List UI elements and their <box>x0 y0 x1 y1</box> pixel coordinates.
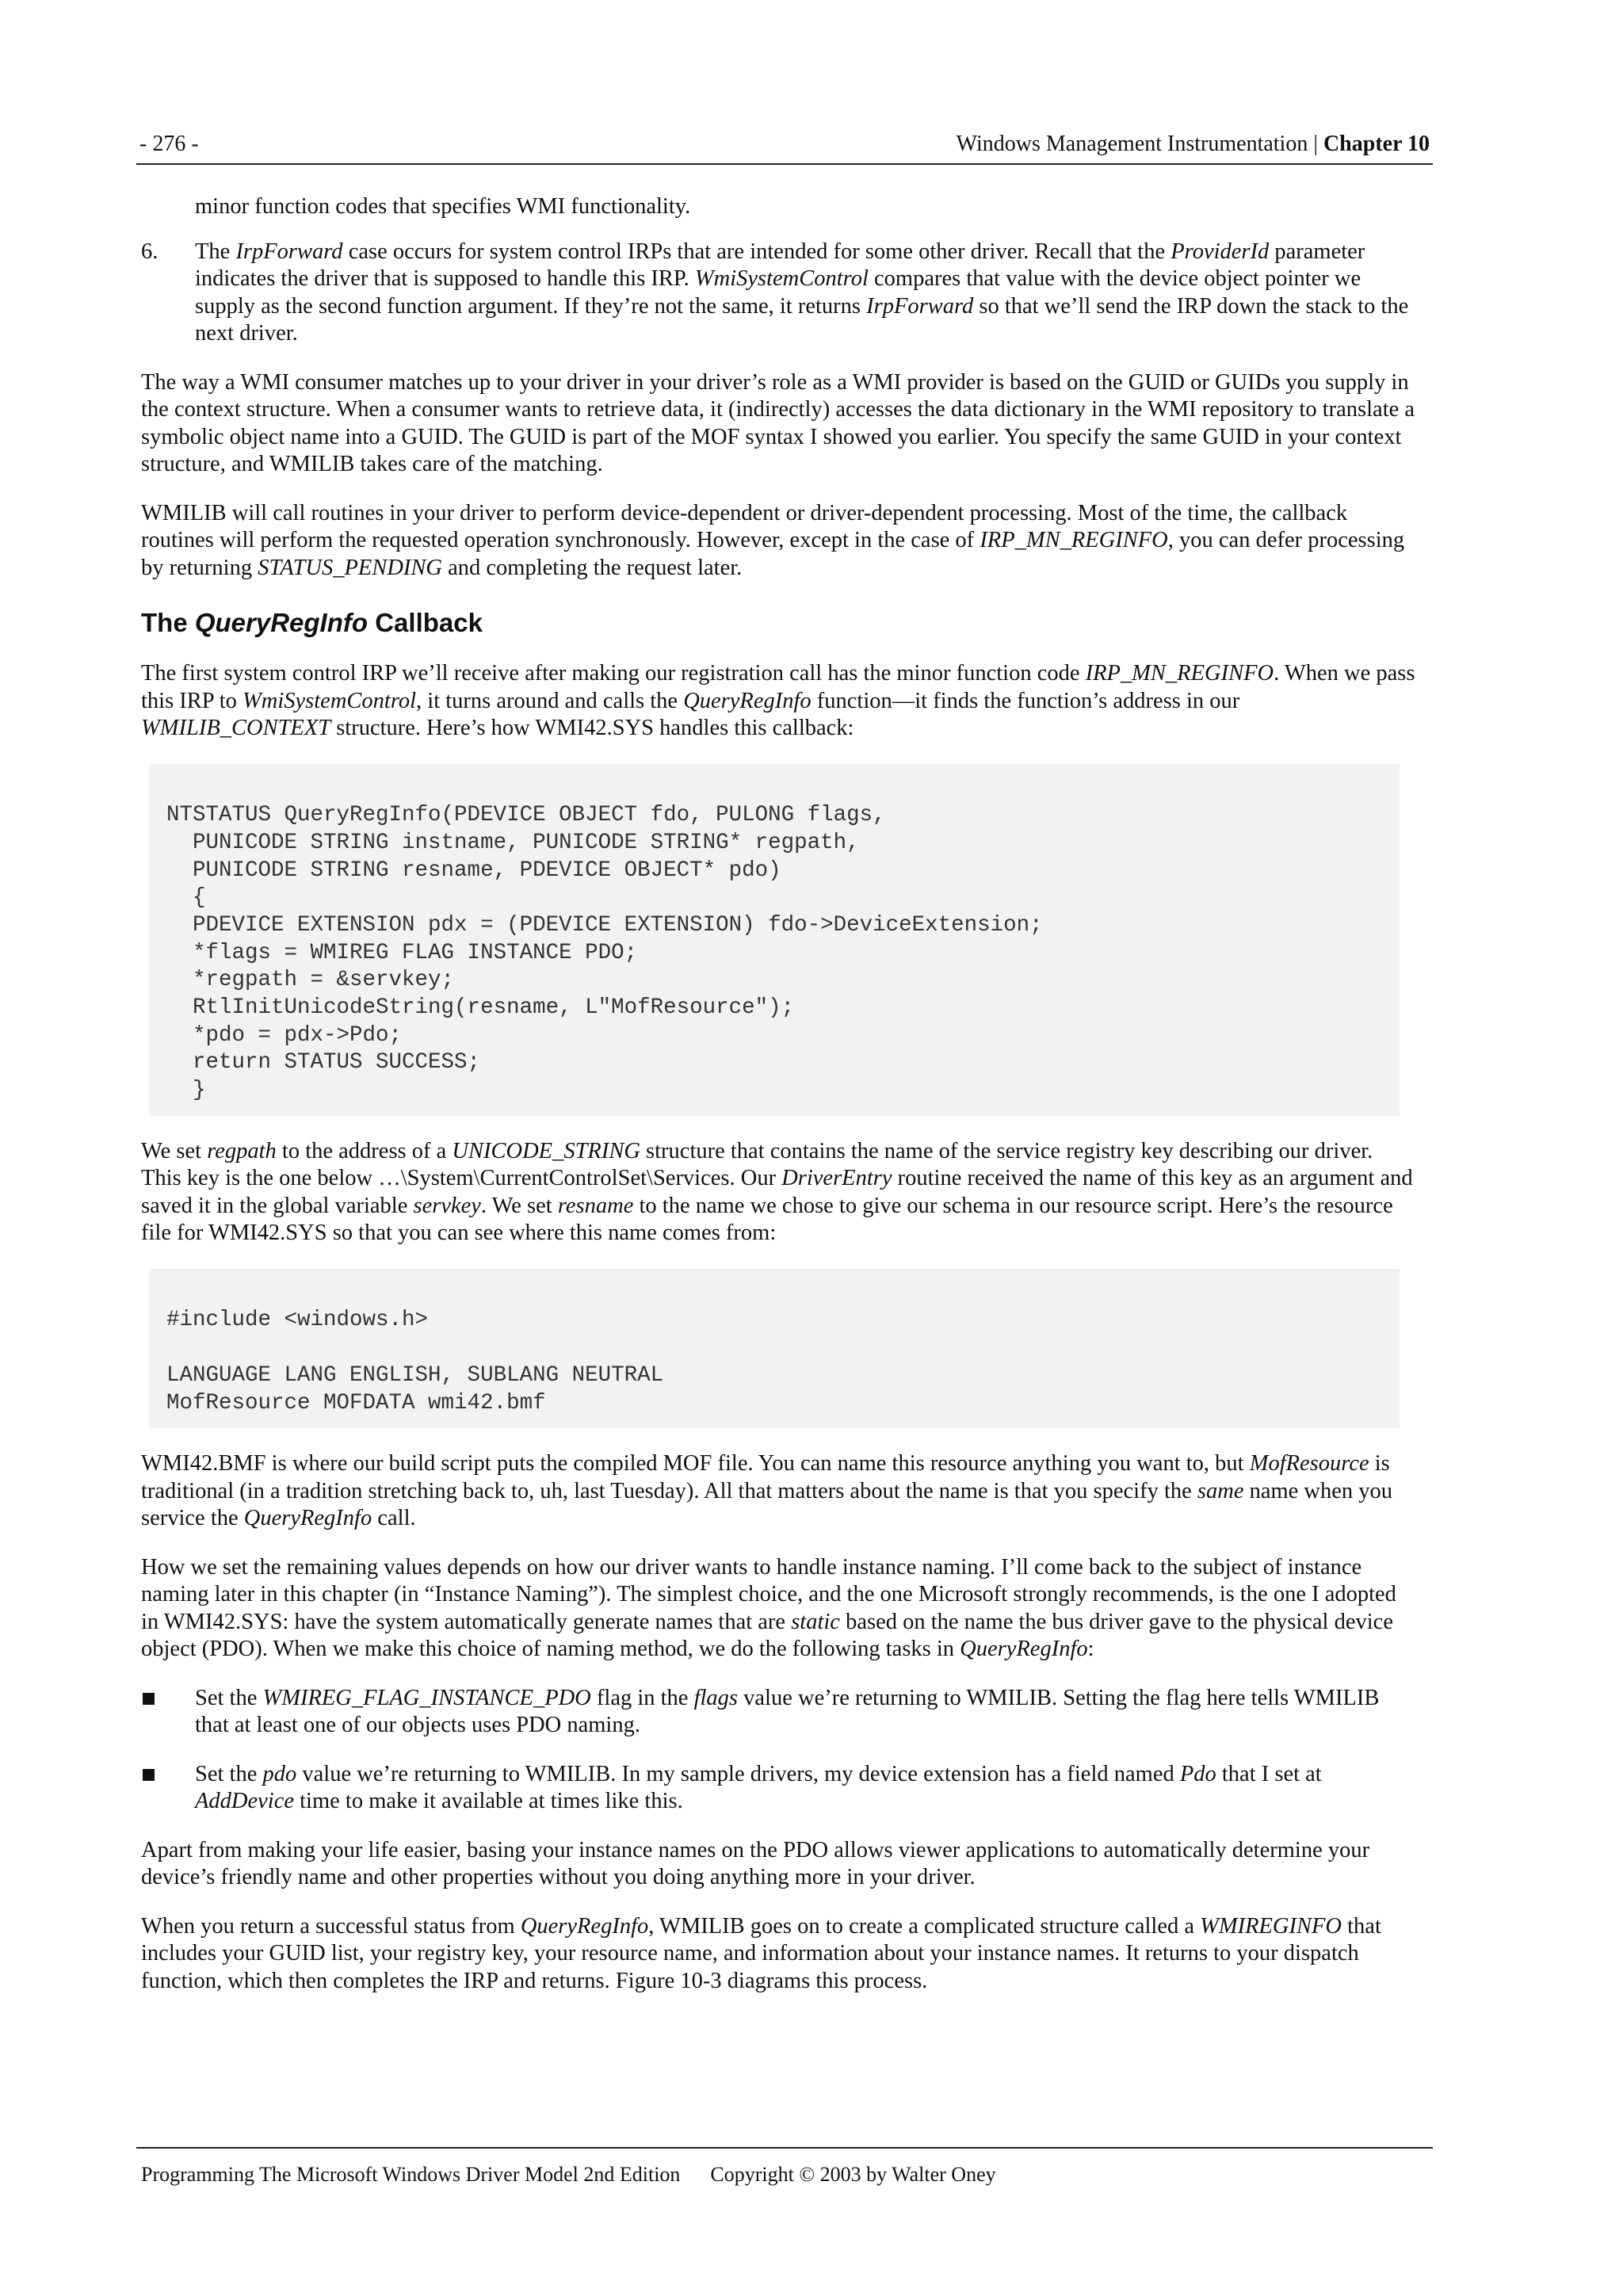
bullet-square-icon <box>141 1685 195 1740</box>
code-line: *regpath = &servkey; <box>166 968 455 993</box>
code-line: PDEVICE EXTENSION pdx = (PDEVICE EXTENSION) fdo->DeviceExtension; <box>166 912 1043 938</box>
paragraph: We set regpath to the address of a UNICODE_STRING structure that contains the name of the service registry key describing our driver. This key is the one below …\System\CurrentControlSet\Services. Our DriverEntry routine received the name of this key as an argument and saved it in the global variable servkey. We set resname to the name we chose to give our schema in our resource script. Here’s the resource file for WMI42.SYS so that you can see where this name comes from: <box>141 1138 1413 1246</box>
code-line: PUNICODE STRING instname, PUNICODE STRING* regpath, <box>166 830 860 855</box>
item-text: The IrpForward case occurs for system control IRPs that are intended for some other driver. Recall that the ProviderId parameter indicates the driver that is supposed to handle this IRP. WmiSystemControl compares that value with the device object pointer we supply as the second function argument. If they’re not the same, it returns IrpForward so that we’ll send the IRP down the stack to the next driver. <box>195 239 1409 346</box>
page-footer <box>136 2147 1433 2187</box>
code-line: { <box>166 885 206 911</box>
code-line: #include <windows.h> <box>166 1308 429 1333</box>
bullet-text: Set the WMIREG_FLAG_INSTANCE_PDO flag in the flags value we’re returning to WMILIB. Setting the flag here tells WMILIB that at least one of our objects uses PDO naming. <box>195 1685 1380 1738</box>
paragraph: The first system control IRP we’ll receive after making our registration call has the minor function code IRP_MN_REGINFO. When we pass this IRP to WmiSystemControl, it turns around and calls the QueryRegInfo function—it finds the function’s address in our WMILIB_CONTEXT structure. Here’s how WMI42.SYS handles this callback: <box>141 661 1415 740</box>
paragraph: Apart from making your life easier, basing your instance names on the PDO allows viewer applications to automatically determine your device’s friendly name and other properties without you doing anything more in your driver. <box>141 1837 1370 1890</box>
chapter-label: Chapter 10 <box>1323 132 1430 156</box>
paragraph: WMILIB will call routines in your driver to perform device-dependent or driver-dependent processing. Most of the time, the callback routines will perform the requested operation synchronously. However, except in the case of IRP_MN_REGINFO, you can defer processing by returning STATUS_PENDING and completing the request later. <box>141 500 1405 580</box>
code-block-queryreginfo <box>149 764 1400 1116</box>
paragraph: WMI42.BMF is where our build script puts the compiled MOF file. You can name this resource anything you want to, but MofResource is traditional (in a tradition stretching back to, uh, last Tuesday). All that matters about the name is that you specify the same name when you service the QueryRegInfo call. <box>141 1451 1393 1531</box>
code-line: *flags = WMIREG FLAG INSTANCE PDO; <box>166 940 638 965</box>
list-continuation: minor function codes that specifies WMI functionality. <box>195 194 691 219</box>
code-line: PUNICODE STRING resname, PDEVICE OBJECT* pdo) <box>166 858 781 883</box>
code-line: MofResource MOFDATA wmi42.bmf <box>166 1390 546 1415</box>
chapter-title: Windows Management Instrumentation | Chapter 10 <box>956 132 1430 156</box>
section-heading: The QueryRegInfo Callback <box>141 608 483 637</box>
footer-book-title: Programming The Microsoft Windows Driver Model 2nd Edition <box>141 2163 681 2186</box>
code-block-resource-file <box>149 1269 1400 1428</box>
paragraph: How we set the remaining values depends on how our driver wants to handle instance naming. I’ll come back to the subject of instance naming later in this chapter (in “Instance Naming”). The simplest choice, and the one Microsoft strongly recommends, is the one I adopted in WMI42.SYS: have the system automatically generate names that are static based on the name the bus driver gave to the physical device object (PDO). When we make this choice of naming method, we do the following tasks in QueryRegInfo: <box>141 1554 1396 1662</box>
page-number: - 276 - <box>139 132 199 156</box>
code-line <box>166 1335 1400 1362</box>
numbered-item-6 <box>141 239 1417 348</box>
page-body <box>141 193 1417 2016</box>
code-line: NTSTATUS QueryRegInfo(PDEVICE OBJECT fdo, PULONG flags, <box>166 803 886 828</box>
paragraph: The way a WMI consumer matches up to your driver in your driver’s role as a WMI provider is based on the GUID or GUIDs you supply in the context structure. When a consumer wants to retrieve data, it (indirectly) accesses the data dictionary in the WMI repository to translate a symbolic object name into a GUID. The GUID is part of the MOF syntax I showed you earlier. You specify the same GUID in your context structure, and WMILIB takes care of the matching. <box>141 369 1415 476</box>
page-header <box>136 130 1433 165</box>
code-line: } <box>166 1078 206 1103</box>
code-line: *pdo = pdx->Pdo; <box>166 1022 403 1048</box>
footer-copyright: Copyright © 2003 by Walter Oney <box>710 2163 996 2186</box>
code-line: RtlInitUnicodeString(resname, L"MofResource"); <box>166 995 795 1021</box>
bullet-square-icon <box>141 1761 195 1816</box>
bullet-text: Set the pdo value we’re returning to WMILIB. In my sample drivers, my device extension has a field named Pdo that I set at AddDevice time to make it available at times like this. <box>195 1761 1322 1814</box>
code-line: LANGUAGE LANG ENGLISH, SUBLANG NEUTRAL <box>166 1362 664 1388</box>
bullet-item <box>141 1761 1417 1816</box>
bullet-item <box>141 1685 1417 1740</box>
code-line: return STATUS SUCCESS; <box>166 1050 481 1075</box>
item-number: 6. <box>141 239 158 264</box>
paragraph: When you return a successful status from QueryRegInfo, WMILIB goes on to create a complicated structure called a WMIREGINFO that includes your GUID list, your registry key, your resource name, and information about your instance names. It returns to your dispatch function, which then completes the IRP and returns. Figure 10-3 diagrams this process. <box>141 1913 1381 1993</box>
